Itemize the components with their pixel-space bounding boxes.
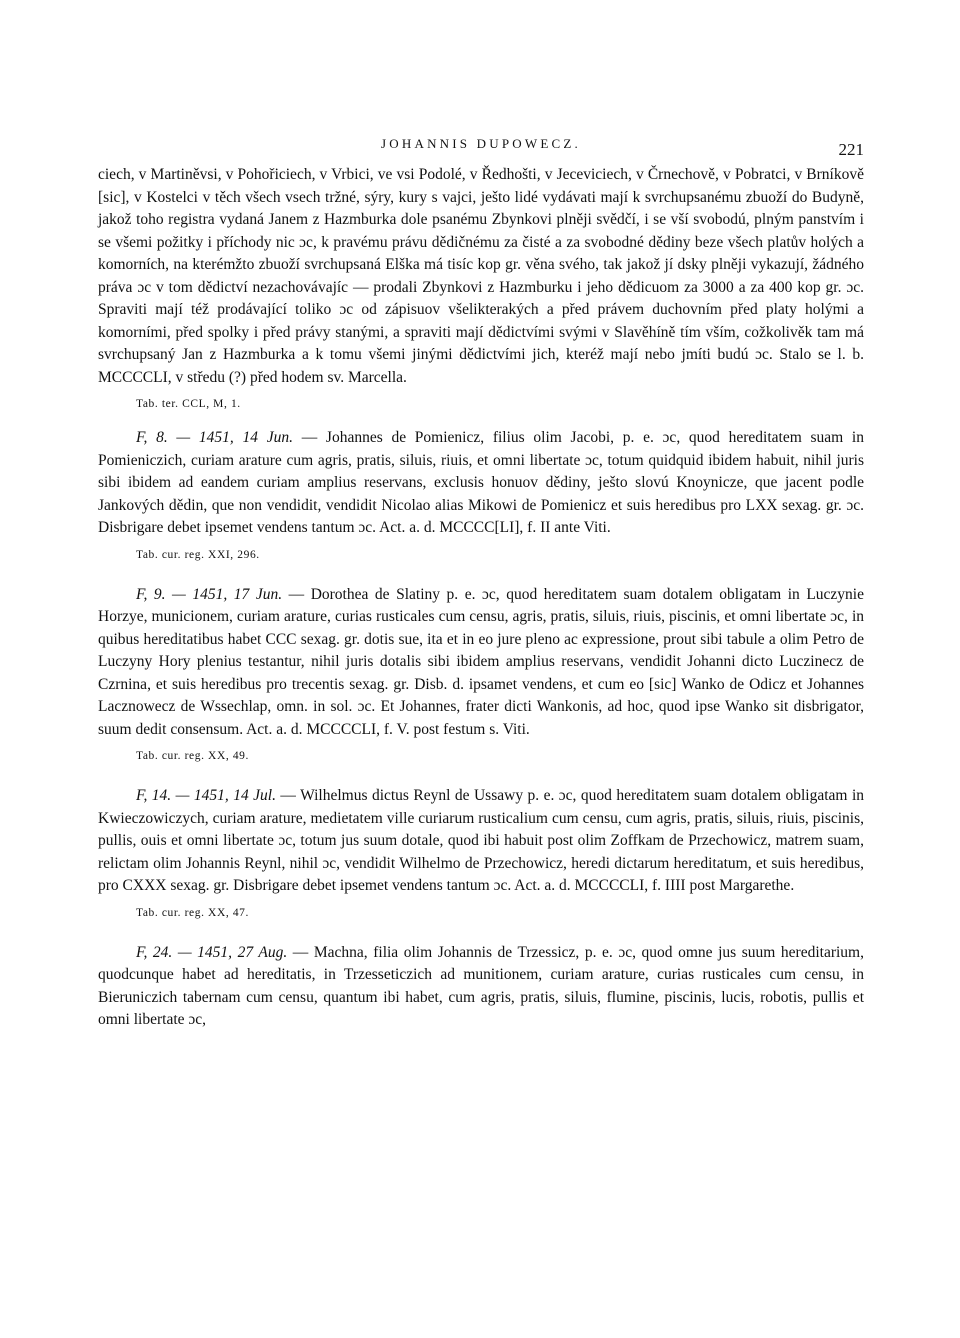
- entry-reference: F, 9. — 1451, 17 Jun.: [136, 585, 283, 603]
- entry-paragraph: [98, 785, 864, 898]
- body-text: [98, 164, 864, 1032]
- entry-2: [98, 584, 864, 768]
- source-citation: Tab. cur. reg. XX, 49.: [136, 750, 249, 762]
- entry-4: [98, 942, 864, 1032]
- entry-text: — Wilhelmus dictus Reynl de Ussawy p. e. ɔc, quod hereditatem suam dotalem obligatam in Kwieczowiczych, curiam arature, medietatem ville curiarum rusticalium cum censu, cum agris, pratis, siluis, riuis, piscinis, pullis, ouis et omni libertate ɔc, totum jus suum dotale, quod ibi habuit post olim Zoffkam de Przechowicz, matrem suam, relictam olim Johannis Reynl, nihil ɔc, vendidit Wilhelmo de Przechowicz, heredi dictarum hereditatum, et suis heredibus, pro CXXX sexag. gr. Disbrigare debet ipsemet vendens tantum ɔc. Act. a. d. MCCCCLI, f. IIII post Margarethe.: [98, 787, 864, 894]
- entry-text: — Machna, filia olim Johannis de Trzessicz, p. e. ɔc, quod omne jus suum hereditarium, quodcunque habet ad hereditatis, in Trzesseticzich ad munitionem, curiam arature, curias rusticales cum censu, in Bieruniczich tabernam cum censu, quantum ibi habet, cum agris, pratis, siluis, flumine, piscinis, lucis, robotis, pullis et omni libertate ɔc,: [98, 943, 864, 1028]
- entry-paragraph: [98, 584, 864, 742]
- entry-reference: F, 24. — 1451, 27 Aug.: [136, 943, 288, 961]
- entry-text: — Johannes de Pomienicz, filius olim Jacobi, p. e. ɔc, quod hereditatem suam in Pomieniczich, curiam arature cum agris, pratis, siluis, riuis, et omni libertate ɔc, totum quidquid ibidem habuit, nihil juris sibi ibidem ad eandem curiam amplius reservans, exclusis honuov dědiny, ješto slovú Knoynicze, que jacent podle Jankových dědin, que non vendidit, vendidit Nicolao alias Mikowi de Pomienicz et suis heredibus pro LXX sexag. gr. ɔc. Disbrigare debet ipsemet vendens tantum ɔc. Act. a. d. MCCCC[LI], f. II ante Viti.: [98, 429, 864, 536]
- document-page: [98, 130, 864, 1032]
- source-citation: Tab. cur. reg. XXI, 296.: [136, 548, 260, 561]
- entry-3: [98, 785, 864, 924]
- entry-text: — Dorothea de Slatiny p. e. ɔc, quod hereditatem suam dotalem obligatam in Luczynie Horzye, municionem, curiam arature, curias rusticales cum censu, agris, pratis, siluis, riuis, piscinis, et omni libertate ɔc, in quibus hereditatibus habet CCC sexag. gr. dotis sue, ita et in eo jure pleno ac expressione, prout sibi tabule a olim Petro de Luczyny Hory plenius testantur, nihil juris dotalis sibi ibidem amplius reservans, vendidit Johanni dicto Luczinecz de Czrnina, et suis heredibus pro trecentis sexag. gr. Disb. d. ipsamet vendens, et cum eo [sic] Wanko de Odicz et Johannes Lacznowecz de Wssechlap, omn. in sol. ɔc. Et Johannes, frater dicti Wankonis, ad hoc, quod ipse Wanko sit disbrigator, suum dedit consensum. Act. a. d. MCCCCLI, f. V. post festum s. Viti.: [98, 585, 864, 738]
- running-title: JOHANNIS DUPOWECZ.: [381, 136, 581, 151]
- entry-paragraph: [98, 942, 864, 1032]
- page-number: 221: [838, 140, 864, 159]
- entry-paragraph: [98, 427, 864, 540]
- running-header: [98, 130, 864, 164]
- entry-reference: F, 8. — 1451, 14 Jun.: [136, 429, 293, 446]
- source-citation: Tab. ter. CCL, M, 1.: [136, 398, 241, 410]
- entry-reference: F, 14. — 1451, 14 Jul.: [136, 787, 276, 804]
- entry-1: [98, 427, 864, 566]
- source-citation: Tab. cur. reg. XX, 47.: [136, 906, 249, 919]
- continuation-paragraph: ciech, v Martiněvsi, v Pohořiciech, v Vrbici, ve vsi Podolé, v Ředhošti, v Jeceviciech, v Črnechově, v Pobratci, v Brníkově [sic], v Kostelci v těch všech vsech tržné, sýry, kury s vajci, ješto lidé vydávati mají k svrchupsanému zbuoží do Budyně, jakož toho registra vydaná Janem z Hazmburka dole psanému Zbynkovi plněji svědčí, i se vší svobodú, plným panstvím i se všemi požitky i příchody nic ɔc, k pravému právu dědičnému za čisté a za svobodné dědiny beze všech platův holých a komorních, na kterémžto zbuoží svrchupsaná Elška má tisíc kop gr. věna svého, tak jakož jí dsky plněji vykazují, žádného práva ɔc v tom dědictví nezachovávajíc — prodali Zbynkovi z Hazmburku i jeho dědicuom za 3000 a za 400 kop gr. ɔc. Spraviti mají též prodávající toliko ɔc od zápisuov všelikterakých a před právem duchovním před platy holými a komorními, před spolky i před právy stanými, a spraviti mají dědictvími svými v Slavěhíně tím vším, cožkolivěk tam má svrchupsaný Jan z Hazmburka a k tomu všemi jinými dědictvími jich, kteréž mají nebo jmíti budú ɔc. Stalo se l. b. MCCCCLI, v středu (?) před hodem sv. Marcella.: [98, 166, 864, 386]
